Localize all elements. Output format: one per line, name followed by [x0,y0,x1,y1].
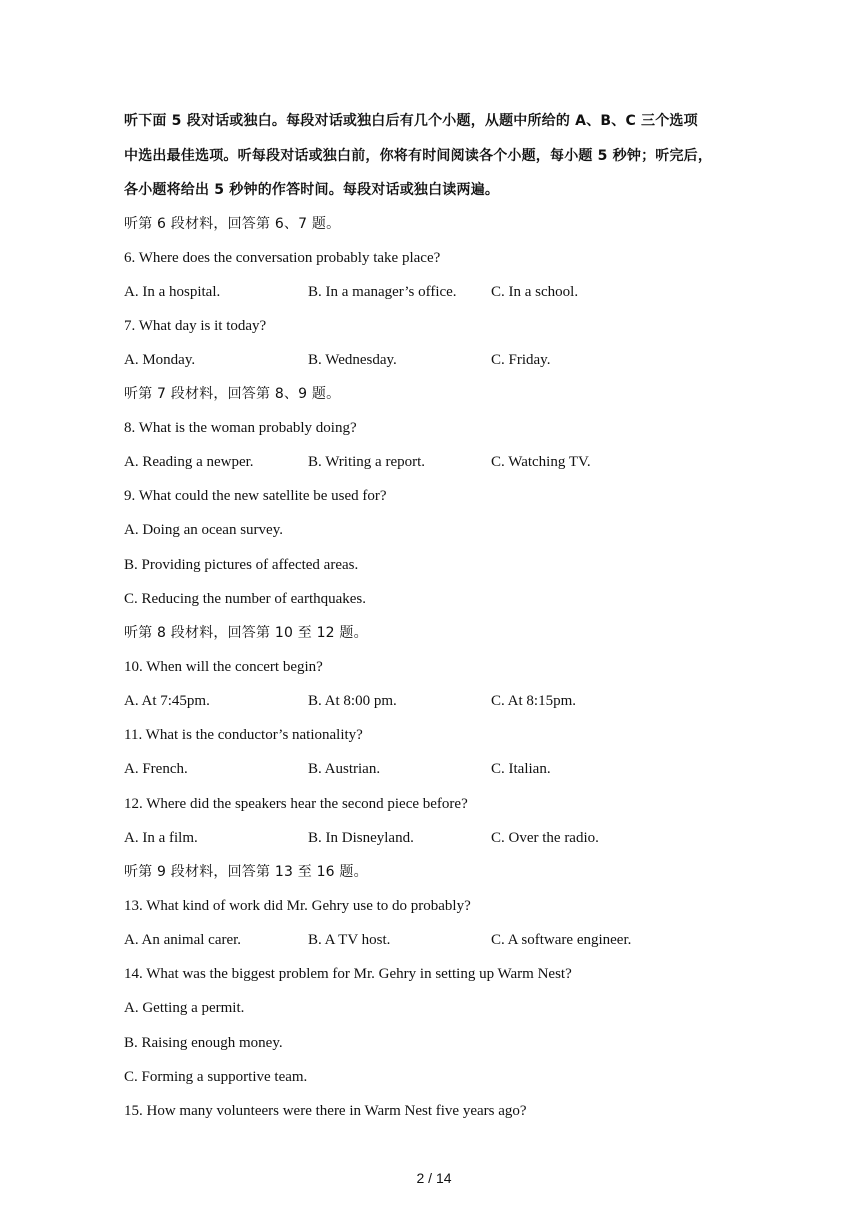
option-10c: C. At 8:15pm. [491,693,577,709]
option-6b: B. In a manager’s office. [308,284,457,300]
option-7a: A. Monday. [124,352,196,368]
option-13c: C. A software engineer. [491,932,632,948]
options-row-8 [124,453,744,471]
option-14b: B. Raising enough money. [124,1035,283,1051]
option-8b: B. Writing a report. [308,454,426,470]
section-heading-8: 听第 8 段材料，回答第 10 至 12 题。 [124,625,368,641]
option-6c: C. In a school. [491,284,579,300]
option-9b: B. Providing pictures of affected areas. [124,557,359,573]
instructions-line-3: 各小题将给出 5 秒钟的作答时间。每段对话或独白读两遍。 [124,182,500,198]
option-11a: A. French. [124,761,188,777]
option-8a: A. Reading a newper. [124,454,254,470]
option-11b: B. Austrian. [308,761,381,777]
section-heading-9: 听第 9 段材料，回答第 13 至 16 题。 [124,864,368,880]
options-row-10 [124,692,744,710]
question-9: 9. What could the new satellite be used for? [124,488,387,504]
question-10: 10. When will the concert begin? [124,659,323,675]
question-11: 11. What is the conductor’s nationality? [124,727,363,743]
instructions-line-2: 中选出最佳选项。听每段对话或独白前，你将有时间阅读各个小题，每小题 5 秒钟；听完后， [124,148,713,164]
instructions-line-1: 听下面 5 段对话或独白。每段对话或独白后有几个小题，从题中所给的 A、B、C 三个选项 [124,113,698,129]
option-14a: A. Getting a permit. [124,1000,245,1016]
option-11c: C. Italian. [491,761,551,777]
option-9a: A. Doing an ocean survey. [124,522,283,538]
option-8c: C. Watching TV. [491,454,591,470]
question-12: 12. Where did the speakers hear the second piece before? [124,796,468,812]
question-15: 15. How many volunteers were there in Warm Nest five years ago? [124,1103,527,1119]
option-13a: A. An animal carer. [124,932,242,948]
options-row-6 [124,283,744,301]
options-row-13 [124,931,744,949]
option-6a: A. In a hospital. [124,284,221,300]
option-14c: C. Forming a supportive team. [124,1069,308,1085]
option-12a: A. In a film. [124,830,198,846]
option-10b: B. At 8:00 pm. [308,693,397,709]
options-row-12 [124,829,744,847]
section-heading-7: 听第 7 段材料，回答第 8、9 题。 [124,386,341,402]
options-row-7 [124,351,744,369]
option-12b: B. In Disneyland. [308,830,414,846]
question-6: 6. Where does the conversation probably take place? [124,250,441,266]
page-number: 2 / 14 [416,1170,452,1186]
question-13: 13. What kind of work did Mr. Gehry use to do probably? [124,898,471,914]
option-7c: C. Friday. [491,352,551,368]
options-row-11 [124,760,744,778]
option-12c: C. Over the radio. [491,830,599,846]
option-10a: A. At 7:45pm. [124,693,210,709]
question-8: 8. What is the woman probably doing? [124,420,357,436]
option-13b: B. A TV host. [308,932,391,948]
option-9c: C. Reducing the number of earthquakes. [124,591,367,607]
question-7: 7. What day is it today? [124,318,267,334]
question-14: 14. What was the biggest problem for Mr. Gehry in setting up Warm Nest? [124,966,572,982]
option-7b: B. Wednesday. [308,352,397,368]
section-heading-6: 听第 6 段材料，回答第 6、7 题。 [124,216,341,232]
